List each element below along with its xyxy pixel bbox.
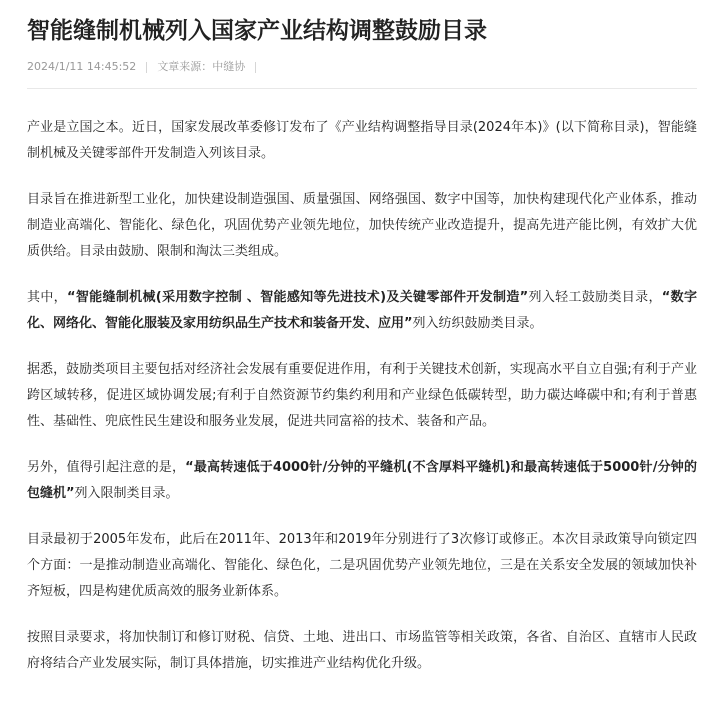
paragraph-1: 产业是立国之本。近日，国家发展改革委修订发布了《产业结构调整指导目录(2024年本)》(以下简称目录)，智能缝制机械及关键零部件开发制造入列该目录。 [27, 120, 697, 161]
publish-date: 2024/1/11 14:45:52 [27, 60, 137, 73]
article-title: 智能缝制机械列入国家产业结构调整鼓励目录 [27, 18, 487, 44]
paragraph-3-highlight-2: “数字化、网络化、智能化服装及家用纺织品生产技术和装备开发、应用” [27, 290, 697, 331]
article-source: 文章来源：中缝协 [157, 60, 246, 73]
paragraph-5-highlight: “最高转速低于4000针/分钟的平缝机(不含厚料平缝机)和最高转速低于5000针/分钟的包缝机” [27, 460, 697, 501]
paragraph-3-tail: 列入纺织鼓励类目录。 [412, 316, 543, 331]
article-body [27, 115, 697, 677]
paragraph-5-tail: 列入限制类目录。 [74, 486, 179, 501]
paragraph-5-lead: 另外，值得引起注意的是， [27, 460, 186, 475]
meta-separator [146, 62, 147, 73]
paragraph-2: 目录旨在推进新型工业化，加快建设制造强国、质量强国、网络强国、数字中国等，加快构建现代化产业体系，推动制造业高端化、智能化、绿色化，巩固优势产业领先地位，加快传统产业改造提升，提高先进产能比例，有效扩大优质供给。目录由鼓励、限制和淘汰三类组成。 [27, 192, 697, 259]
paragraph-6: 目录最初于2005年发布，此后在2011年、2013年和2019年分别进行了3次修订或修正。本次目录政策导向锁定四个方面：一是推动制造业高端化、智能化、绿色化，二是巩固优势产业领先地位，三是在关系安全发展的领域加快补齐短板，四是构建优质高效的服务业新体系。 [27, 532, 697, 599]
header-divider [27, 88, 697, 89]
paragraph-4: 据悉，鼓励类项目主要包括对经济社会发展有重要促进作用，有利于关键技术创新，实现高水平自立自强;有利于产业跨区域转移，促进区域协调发展;有利于自然资源节约集约利用和产业绿色低碳转型，助力碳达峰碳中和;有利于普惠性、基础性、兜底性民生建设和服务业发展，促进共同富裕的技术、装备和产品。 [27, 362, 697, 429]
paragraph-3-middle: 列入轻工鼓励类目录， [528, 290, 662, 305]
paragraph-7: 按照目录要求，将加快制订和修订财税、信贷、土地、进出口、市场监管等相关政策，各省、自治区、直辖市人民政府将结合产业发展实际，制订具体措施，切实推进产业结构优化升级。 [27, 630, 697, 671]
paragraph-5 [27, 455, 697, 507]
meta-separator [255, 62, 256, 73]
paragraph-3 [27, 285, 697, 337]
paragraph-3-highlight-1: “智能缝制机械(采用数字控制 、智能感知等先进技术)及关键零部件开发制造” [66, 290, 529, 305]
article-meta [27, 58, 697, 76]
paragraph-3-lead: 其中， [27, 290, 67, 305]
